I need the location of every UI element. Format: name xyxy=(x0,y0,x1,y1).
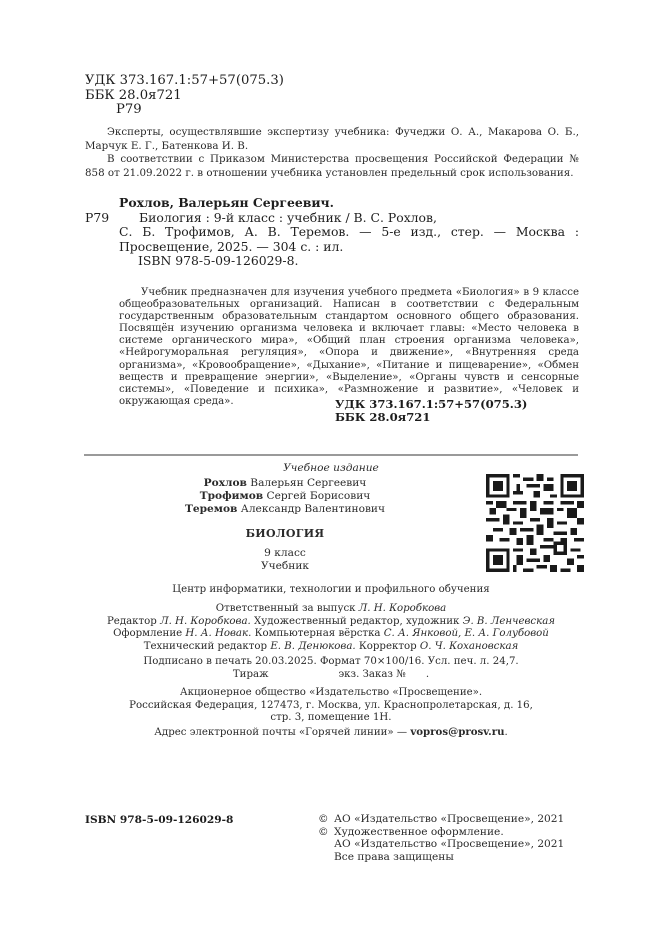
publishing-center: Центр информатики, технологии и профильного обучения xyxy=(172,584,490,595)
hotline: Адрес электронной почты «Горячей линии» — vopros@prosv.ru. xyxy=(154,726,508,738)
print-run: Тираж экз. Заказ № . xyxy=(232,668,430,680)
copyright-1: АО «Издательство «Просвещение», 2021 xyxy=(334,813,565,825)
rights-reserved: Все права защищены xyxy=(334,850,454,863)
book-type: Учебник xyxy=(260,560,310,572)
author-mark: Р79 xyxy=(116,102,142,117)
divider-line xyxy=(84,454,578,456)
copyright-block xyxy=(318,813,564,863)
publisher-name: Акционерное общество «Издательство «Просвещение». xyxy=(179,687,483,698)
udk-code-right: УДК 373.167.1:57+57(075.3) xyxy=(335,397,528,411)
publisher-address-1: Российская Федерация, 127473, г. Москва, ул. Краснопролетарская, д. 16, xyxy=(129,699,533,711)
edition-type: Учебное издание xyxy=(283,462,379,474)
annotation-text: Учебник предназначен для изучения учебного предмета «Биология» в 9 классе общеобразовательных организаций. Написан в соответствии с Федеральным государственным образовательным стандартом основного общего образования. Посвящён изучению организма человека и включает главы: «Место человека в системе органического мира», «Общий план строения организма человека», «Нейрогуморальная регуляция», «Опора и движение», «Внутренняя среда организма», «Кровообращение», «Дыхание», «Питание и пищеварение», «Обмен веществ и превращение энергии», «Выделение», «Органы чувств и сенсорные системы», «Поведение и психика», «Размножение и развитие», «Человек и окружающая среда». xyxy=(119,287,579,407)
copyright-2-line-2: АО «Издательство «Просвещение», 2021 xyxy=(334,838,565,851)
credits xyxy=(84,603,578,653)
classification-codes xyxy=(85,74,284,118)
responsible-line: Ответственный за выпуск Л. Н. Коробкова xyxy=(215,603,447,614)
design-line: Оформление Н. А. Новак. Компьютерная вёрстка С. А. Янковой, Е. А. Голубовой xyxy=(113,628,549,639)
copyright-2-line-1: Художественное оформление. xyxy=(334,825,504,838)
bbk-code: ББК 28.0я721 xyxy=(85,87,182,103)
description-continuation: С. Б. Трофимов, А. В. Теремов. — 5-е изд., стер. — Москва : Просвещение, 2025. — 304 с. : ил. xyxy=(119,224,579,254)
grade-info xyxy=(150,547,420,573)
hotline-email[interactable]: vopros@prosv.ru xyxy=(410,726,505,738)
authors-list xyxy=(150,477,420,516)
udk-code: УДК 373.167.1:57+57(075.3) xyxy=(85,73,284,88)
tech-editor-line: Технический редактор Е. В. Денюкова. Корректор О. Ч. Кохановская xyxy=(143,640,519,652)
copyright-icon: © xyxy=(318,813,329,825)
annotation xyxy=(119,287,579,408)
publisher-info xyxy=(84,687,578,725)
isbn-footer: ISBN 978-5-09-126029-8 xyxy=(85,814,234,826)
bibliographic-record xyxy=(85,196,579,269)
author-entry: Трофимов Сергей Борисович xyxy=(199,490,371,502)
editor-line: Редактор Л. Н. Коробкова. Художественный редактор, художник Э. В. Ленчевская xyxy=(106,615,556,627)
order-note: В соответствии с Приказом Министерства просвещения Российской Федерации № 858 от 21.09.2022 г. в отношении учебника установлен предельный срок использования. xyxy=(85,153,579,179)
copyright-icon: © xyxy=(318,825,329,838)
experts-section xyxy=(85,126,579,180)
grade: 9 класс xyxy=(264,547,306,559)
experts-note: Эксперты, осуществлявшие экспертизу учебника: Фучеджи О. А., Макарова О. Б., Марчук Е. Г., Батенкова И. В. xyxy=(85,126,579,152)
qr-code-icon[interactable] xyxy=(486,474,584,572)
print-info xyxy=(84,656,578,681)
author-entry: Теремов Александр Валентинович xyxy=(185,503,385,515)
description-line: Биология : 9-й класс : учебник / В. С. Рохлов, xyxy=(139,209,437,225)
publisher-address-2: стр. 3, помещение 1Н. xyxy=(270,712,392,723)
book-title: БИОЛОГИЯ xyxy=(245,527,325,540)
classification-right xyxy=(335,398,527,424)
author-entry: Рохлов Валерьян Сергеевич xyxy=(203,477,367,489)
print-signed: Подписано в печать 20.03.2025. Формат 70×100/16. Усл. печ. л. 24,7. xyxy=(143,656,519,667)
author-code: Р79 xyxy=(85,209,110,225)
hotline-label: Адрес электронной почты «Горячей линии» — xyxy=(154,727,408,738)
bbk-code-right: ББК 28.0я721 xyxy=(335,410,431,424)
isbn-line: ISBN 978-5-09-126029-8. xyxy=(138,253,299,269)
author-heading: Рохлов, Валерьян Сергеевич. xyxy=(119,195,334,210)
